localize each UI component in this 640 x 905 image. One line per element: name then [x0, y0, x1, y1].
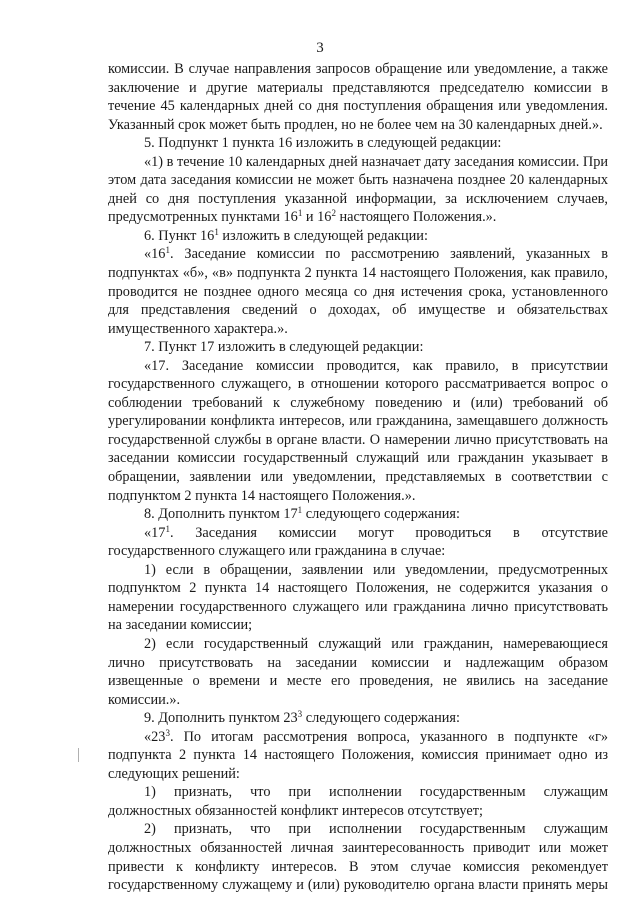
- superscript: 1: [165, 523, 170, 534]
- paragraph-p8: [108, 505, 608, 524]
- superscript: 2: [331, 208, 336, 219]
- margin-mark: [78, 748, 79, 762]
- paragraph-text: и 16: [302, 209, 332, 226]
- paragraph-p15: [108, 820, 608, 894]
- document-body: [108, 60, 608, 895]
- paragraph-text: «17. Заседание комиссии проводится, как правило, в присутствии государственного служащего, в отношении которого рассматривается вопрос о соблюдении требований к служебному поведению и (или) требований об урегулировании конфликта интересов, или гражданина, замещавшего должность государственной службы в органе власти. О намерении лично присутствовать на заседании комиссии государственный служащий или гражданин указывает в обращении, заявлении или уведомлении, представляемых в соответствии с подпунктом 2 пункта 14 настоящего Положения.».: [108, 357, 608, 504]
- paragraph-text: комиссии. В случае направления запросов обращение или уведомление, а также заключение и другие материалы представляются председателю комиссии в течение 45 календарных дней со дня поступления обращения или уведомления. Указанный срок может быть продлен, но не более чем на 30 календарных дней.».: [108, 61, 608, 133]
- paragraph-text: следующего содержания:: [302, 506, 460, 523]
- paragraph-p1: [108, 60, 608, 134]
- paragraph-text: настоящего Положения.».: [335, 209, 497, 226]
- paragraph-text: . Заседание комиссии по рассмотрению заявлений, указанных в подпунктах «б», «в» подпункта 2 пункта 14 настоящего Положения, как правило, проводится не позднее одного месяца со дня истечения срока, установленного для представления сведений о доходах, об имуществе и обязательствах имущественного характера.».: [108, 246, 608, 337]
- paragraph-text: 8. Дополнить пунктом 17: [144, 506, 298, 523]
- paragraph-p2: [108, 134, 608, 153]
- paragraph-text: 1) признать, что при исполнении государственным служащим должностных обязанностей конфликт интересов отсутствует;: [108, 784, 608, 819]
- paragraph-text: следующего содержания:: [302, 710, 460, 727]
- paragraph-text: . Заседания комиссии могут проводиться в отсутствие государственного служащего или гражданина в случае:: [108, 524, 608, 560]
- paragraph-text: «1) в течение 10 календарных дней назначает дату заседания комиссии. При этом дата заседания комиссии не может быть назначена позднее 20 календарных дней со дня поступления указанной информации, за исключением случаев, предусмотренных пунктами 16: [108, 153, 609, 226]
- paragraph-text: изложить в следующей редакции:: [218, 227, 428, 244]
- superscript: 1: [214, 226, 219, 237]
- paragraph-text: 2) если государственный служащий или гражданин, намеревающиеся лично присутствовать на заседании комиссии и надлежащим образом извещенные о времени и месте его проведения, не явились на заседание комиссии.».: [108, 635, 608, 708]
- superscript: 3: [297, 709, 303, 720]
- paragraph-text: 6. Пункт 16: [144, 227, 215, 244]
- paragraph-p11: [108, 635, 608, 709]
- paragraph-text: 7. Пункт 17 изложить в следующей редакции:: [144, 339, 424, 356]
- paragraph-p14: [108, 783, 608, 820]
- superscript: 1: [297, 208, 303, 219]
- paragraph-text: «17: [144, 524, 166, 541]
- paragraph-p5: [108, 245, 608, 338]
- paragraph-text: «16: [144, 246, 166, 263]
- superscript: 1: [297, 505, 303, 516]
- superscript: 1: [165, 245, 170, 256]
- paragraph-p13: [108, 728, 608, 784]
- paragraph-p12: [108, 709, 608, 728]
- paragraph-p10: [108, 561, 608, 635]
- paragraph-text: «23: [144, 728, 166, 745]
- paragraph-p4: [108, 227, 608, 246]
- paragraph-text: . По итогам рассмотрения вопроса, указанного в подпункте «г» подпункта 2 пункта 14 настоящего Положения, комиссия принимает одно из следующих решений:: [108, 728, 608, 782]
- page-number: 3: [316, 40, 324, 56]
- paragraph-text: 1) если в обращении, заявлении или уведомлении, предусмотренных подпунктом 2 пункта 14 настоящего Положения, не содержится указания о намерении государственного служащего или гражданина лично присутствовать на заседании комиссии;: [108, 561, 608, 634]
- paragraph-p3: [108, 153, 608, 227]
- paragraph-text: 2) признать, что при исполнении государственным служащим должностных обязанностей личная заинтересованность приводит или может привести к конфликту интересов. В этом случае комиссия рекомендует государственному служащему и (или) руководителю органа власти принять меры: [108, 821, 608, 894]
- superscript: 3: [165, 727, 170, 738]
- paragraph-text: 5. Подпункт 1 пункта 16 изложить в следующей редакции:: [144, 135, 502, 152]
- paragraph-p9: [108, 524, 608, 561]
- paragraph-p7: [108, 357, 608, 505]
- paragraph-text: 9. Дополнить пунктом 23: [144, 710, 298, 727]
- paragraph-p6: [108, 338, 608, 357]
